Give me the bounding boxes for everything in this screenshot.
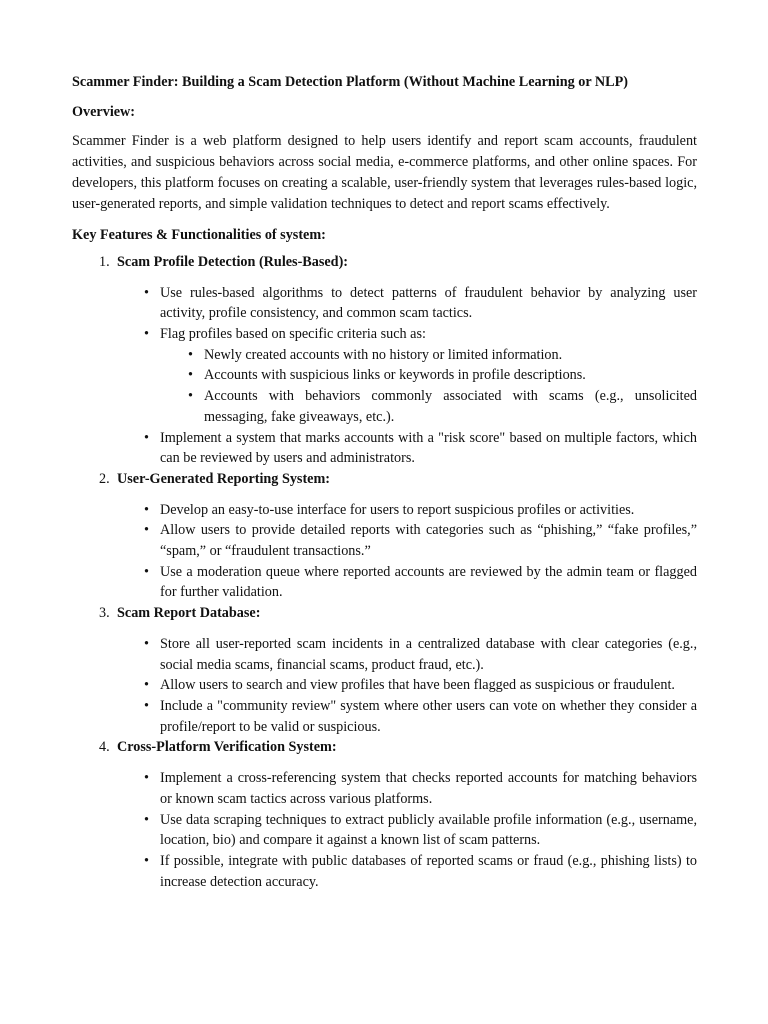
sub-list-item: • Newly created accounts with no history or limited information.: [160, 345, 697, 366]
list-item: • If possible, integrate with public databases of reported scams or fraud (e.g., phishing lists) to increase detection accuracy.: [144, 852, 697, 890]
bullet-icon: •: [144, 697, 149, 714]
sub-list-item: • Accounts with behaviors commonly associated with scams (e.g., unsolicited messaging, fake giveaways, etc.).: [188, 388, 697, 425]
list-item: • Include a "community review" system where other users can vote on whether they consider a profile/report to be valid or suspicious.: [144, 697, 697, 735]
section-title: Cross-Platform Verification System:: [117, 739, 337, 756]
section-title: Scam Profile Detection (Rules-Based):: [117, 253, 349, 270]
section-number: 3.: [99, 605, 110, 622]
bullet-icon: •: [188, 346, 193, 363]
bullet-icon: •: [144, 284, 149, 301]
sub-bullet-list: [160, 345, 697, 428]
section-number: 1.: [99, 253, 110, 270]
bullet-icon: •: [144, 852, 149, 869]
list-item: • Allow users to search and view profiles that have been flagged as suspicious or fraudulent.: [72, 675, 697, 696]
bullet-icon: •: [144, 563, 149, 580]
section-heading: [72, 603, 697, 624]
bullet-list: [72, 500, 697, 604]
bullet-icon: •: [144, 635, 149, 652]
section-4: [72, 737, 697, 892]
bullet-icon: •: [144, 522, 149, 539]
section-heading: [72, 469, 697, 490]
bullet-icon: •: [144, 326, 149, 343]
section-title: Scam Report Database:: [117, 605, 261, 622]
list-item: • Use rules-based algorithms to detect patterns of fraudulent behavior by analyzing user activity, profile consistency, and common scam tactics.: [144, 284, 697, 322]
overview-heading: Overview:: [72, 103, 136, 120]
list-item: • Allow users to provide detailed reports with categories such as “phishing,” “fake profiles,” “spam,” or “fraudulent transactions.”: [144, 522, 697, 560]
section-heading: [72, 252, 697, 273]
list-item: • Use data scraping techniques to extract publicly available profile information (e.g., username, location, bio) and compare it against a known list of scam patterns.: [144, 811, 697, 849]
list-item: • Flag profiles based on specific criteria such as: • Newly created accounts with no history or limited information. • Accounts with suspicious links or keywords in profile descriptions. • Accounts with behaviors commonly associated with scams (e.g., unsolicited messaging, fake giveaways, etc.).: [72, 324, 697, 428]
bullet-icon: •: [144, 770, 149, 787]
list-item: • Use a moderation queue where reported accounts are reviewed by the admin team or flagged for further validation.: [144, 563, 697, 601]
section-1: [72, 252, 697, 469]
sub-list-item: • Accounts with suspicious links or keywords in profile descriptions.: [160, 365, 697, 386]
document-title: Scammer Finder: Building a Scam Detection Platform (Without Machine Learning or NLP): [72, 74, 629, 90]
section-3: [72, 603, 697, 737]
list-item: • Implement a cross-referencing system that checks reported accounts for matching behaviors or known scam tactics across various platforms.: [144, 770, 697, 807]
bullet-list: [72, 768, 697, 892]
list-item: • Develop an easy-to-use interface for users to report suspicious profiles or activities.: [72, 500, 697, 521]
overview-paragraph: Scammer Finder is a web platform designed to help users identify and report scam accounts, fraudulent activities, and suspicious behaviors across social media, e-commerce platforms, and other online spaces. For developers, this platform focuses on creating a scalable, user-friendly system that leverages rules-based logic, user-generated reports, and simple validation techniques to detect and report scams effectively.: [72, 133, 697, 212]
bullet-icon: •: [188, 388, 193, 405]
section-number: 2.: [99, 470, 110, 487]
feature-sections: [72, 252, 697, 892]
section-title: User-Generated Reporting System:: [117, 470, 331, 487]
section-2: [72, 469, 697, 603]
bullet-icon: •: [144, 501, 149, 518]
features-heading: Key Features & Functionalities of system:: [72, 227, 326, 244]
bullet-icon: •: [188, 367, 193, 384]
bullet-list: [72, 634, 697, 738]
section-heading: [72, 737, 697, 758]
list-item: • Implement a system that marks accounts with a "risk score" based on multiple factors, which can be reviewed by users and administrators.: [144, 429, 697, 467]
bullet-list: [72, 283, 697, 469]
bullet-icon: •: [144, 677, 149, 694]
list-item: • Store all user-reported scam incidents in a centralized database with clear categories (e.g., social media scams, financial scams, product fraud, etc.).: [144, 635, 697, 673]
bullet-icon: •: [144, 811, 149, 828]
bullet-icon: •: [144, 429, 149, 446]
section-number: 4.: [99, 739, 110, 756]
